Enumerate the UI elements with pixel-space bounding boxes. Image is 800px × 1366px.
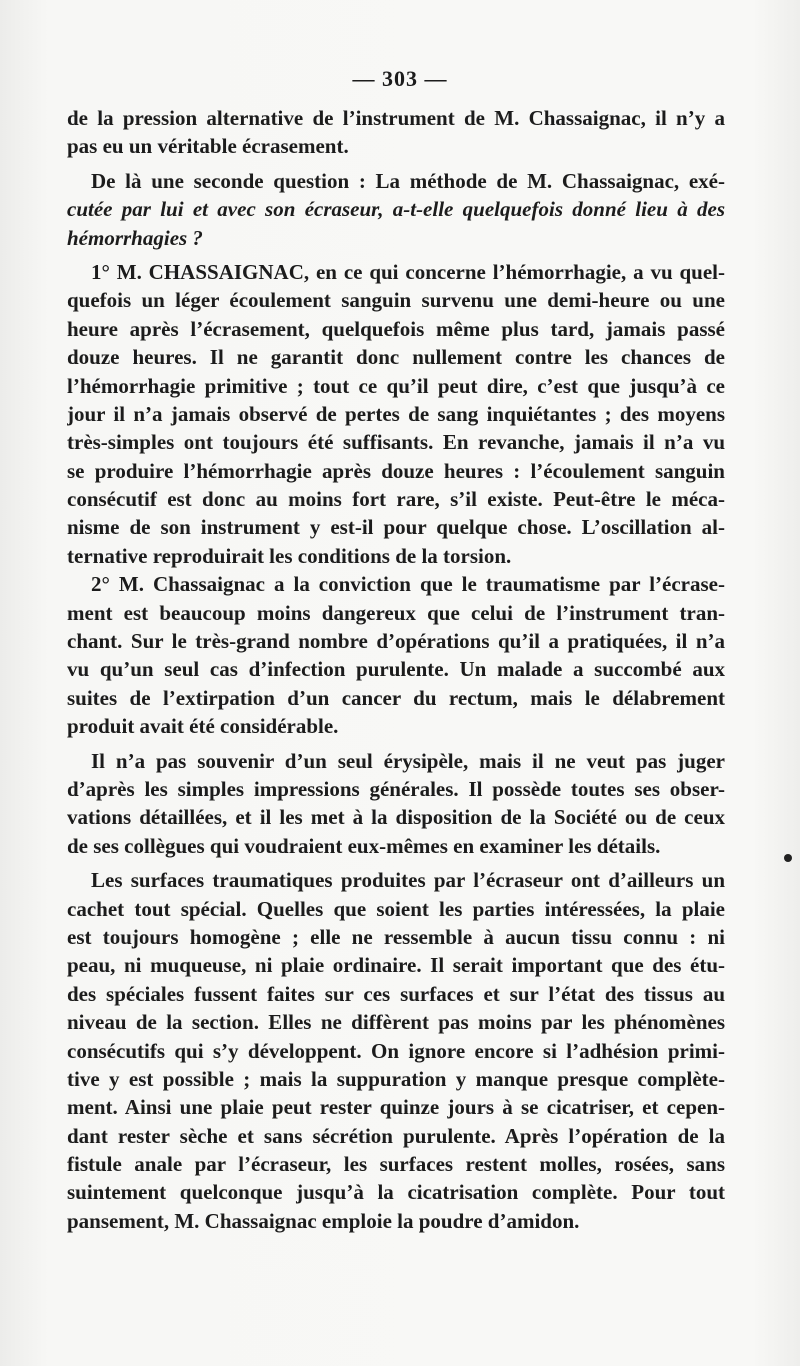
- text-line: fistule anale par l’écraseur, les surfaces restent molles, rosées, sans: [67, 1152, 725, 1177]
- text-line: heure après l’écrasement, quelquefois même plus tard, jamais passé: [67, 316, 725, 341]
- page-number-header: — 303 —: [352, 66, 448, 91]
- text-line: peau, ni muqueuse, ni plaie ordinaire. Il serait important que des étu-: [67, 953, 725, 978]
- text-line: quefois un léger écoulement sanguin survenu une demi-heure ou une: [67, 288, 725, 313]
- text-line: consécutifs qui s’y développent. On ignore encore si l’adhésion primi-: [67, 1038, 725, 1063]
- text-line: jour il n’a jamais observé de pertes de sang inquiétantes ; des moyens: [67, 401, 725, 426]
- text-line: 1° M. CHASSAIGNAC, en ce qui concerne l’hémorrhagie, a vu quel-: [91, 259, 725, 284]
- text-line: ment est beaucoup moins dangereux que celui de l’instrument tran-: [67, 600, 725, 625]
- body-text: [67, 104, 725, 1235]
- text-line: suintement quelconque jusqu’à la cicatrisation complète. Pour tout: [67, 1180, 725, 1205]
- text-line: vations détaillées, et il les met à la disposition de la Société ou de ceux: [67, 805, 725, 830]
- text-line: très-simples ont toujours été suffisants. En revanche, jamais il n’a vu: [67, 430, 725, 455]
- text-line: tive y est possible ; mais la suppuration y manque presque complète-: [67, 1066, 725, 1091]
- text-line: pansement, M. Chassaignac emploie la poudre d’amidon.: [67, 1208, 580, 1233]
- text-line: l’hémorrhagie primitive ; tout ce qu’il peut dire, c’est que jusqu’à ce: [67, 373, 725, 398]
- text-line: Il n’a pas souvenir d’un seul érysipèle, mais il ne veut pas juger: [91, 748, 725, 773]
- text-line: cachet tout spécial. Quelles que soient les parties intéressées, la plaie: [67, 896, 725, 921]
- text-line: consécutif est donc au moins fort rare, s’il existe. Peut-être le méca-: [67, 487, 725, 512]
- text-line: des spéciales fussent faites sur ces surfaces et sur l’état des tissus au: [67, 981, 725, 1006]
- text-line: ment. Ainsi une plaie peut rester quinze jours à se cicatriser, et cepen-: [67, 1095, 725, 1120]
- text-line: dant rester sèche et sans sécrétion purulente. Après l’opération de la: [67, 1123, 725, 1148]
- text-line: niveau de la section. Elles ne diffèrent pas moins par les phénomènes: [67, 1010, 725, 1035]
- text-line: se produire l’hémorrhagie après douze heures : l’écoulement sanguin: [67, 458, 725, 483]
- text-line: Les surfaces traumatiques produites par l’écraseur ont d’ailleurs un: [91, 868, 725, 893]
- text-line: de la pression alternative de l’instrument de M. Chassaignac, il n’y a: [67, 106, 725, 130]
- text-line: De là une seconde question : La méthode de M. Chassaignac, exé-: [91, 168, 725, 193]
- text-line: nisme de son instrument y est-il pour quelque chose. L’oscillation al-: [67, 515, 725, 540]
- text-line: douze heures. Il ne garantit donc nullement contre les chances de: [67, 345, 725, 370]
- text-line: ternative reproduirait les conditions de la torsion.: [67, 543, 512, 568]
- text-line: vu qu’un seul cas d’infection purulente. Un malade a succombé aux: [67, 657, 725, 682]
- text-line: de ses collègues qui voudraient eux-mêmes en examiner les détails.: [67, 833, 661, 858]
- text-line: produit avait été considérable.: [67, 714, 339, 739]
- text-line: pas eu un véritable écrasement.: [67, 134, 349, 159]
- text-line: hémorrhagies ?: [67, 225, 203, 250]
- text-line: 2° M. Chassaignac a la conviction que le traumatisme par l’écrase-: [91, 572, 725, 597]
- text-line: d’après les simples impressions générales. Il possède toutes ses obser-: [67, 776, 725, 801]
- text-line: est toujours homogène ; elle ne ressemble à aucun tissu connu : ni: [67, 924, 725, 949]
- text-line: chant. Sur le très-grand nombre d’opérations qu’il a pratiquées, il n’a: [67, 629, 725, 654]
- ink-speck: [784, 854, 792, 862]
- text-line: suites de l’extirpation d’un cancer du rectum, mais le délabrement: [67, 685, 725, 710]
- text-line: cutée par lui et avec son écraseur, a-t-elle quelquefois donné lieu à des: [67, 197, 725, 222]
